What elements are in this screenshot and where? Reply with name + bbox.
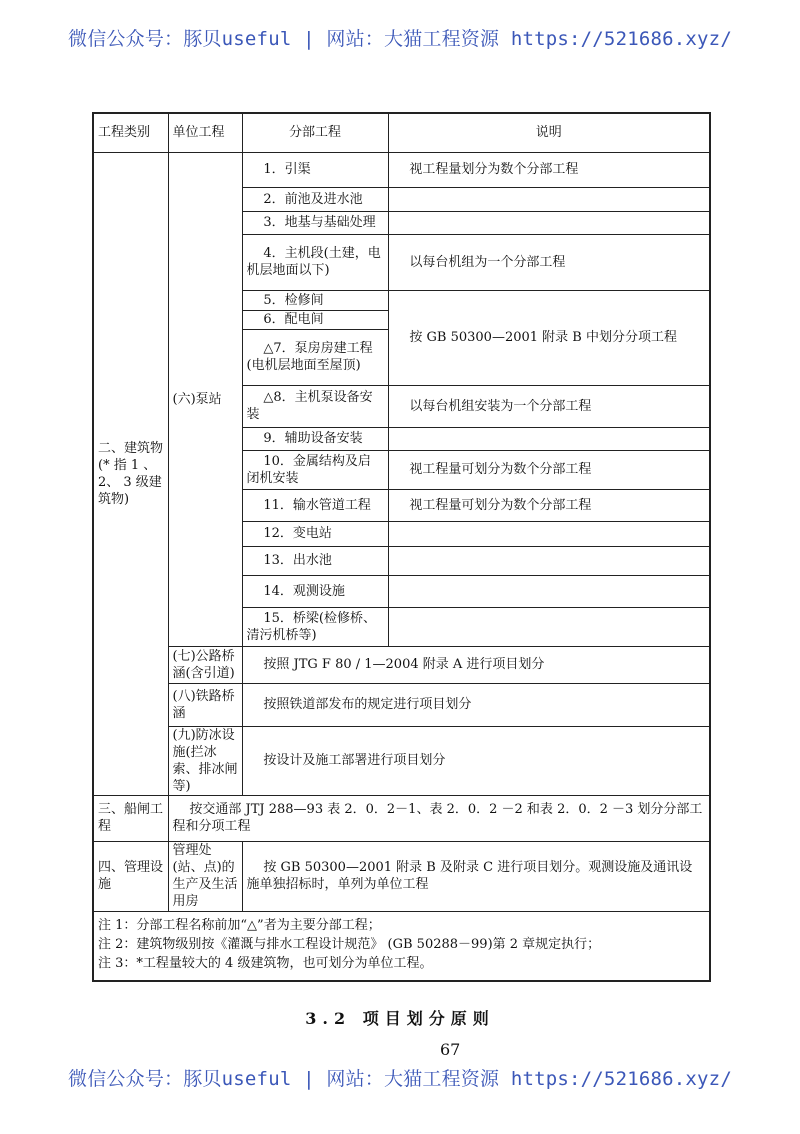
project-division-table	[92, 112, 711, 982]
part-cell: △7．泵房房建工程(电机层地面至屋顶)	[242, 329, 388, 385]
part-cell: 3．地基与基础处理	[242, 211, 388, 234]
desc-cell: 视工程量可划分为数个分部工程	[388, 489, 710, 521]
desc-cell	[388, 546, 710, 575]
part-cell: 11．输水管道工程	[242, 489, 388, 521]
desc-cell: 以每台机组为一个分部工程	[388, 234, 710, 290]
table-row	[93, 726, 710, 795]
unit-cell: 管理处(站、点)的生产及生活用房	[168, 841, 242, 911]
note-3: 注 3：*工程量较大的 4 级建筑物，也可划分为单位工程。	[98, 955, 433, 971]
watermark-top: 微信公众号：豚贝useful | 网站：大猫工程资源 https://521686.xyz/	[68, 28, 732, 50]
part-cell: 13．出水池	[242, 546, 388, 575]
category-cell: 二、建筑物(* 指 1 、2、 3 级建筑物)	[93, 152, 168, 795]
desc-cell: 按 GB 50300—2001 附录 B 中划分分项工程	[388, 290, 710, 385]
desc-cell	[388, 427, 710, 450]
part-cell: 15．桥梁(检修桥、清污机桥等)	[242, 607, 388, 646]
category-cell: 四、管理设施	[93, 841, 168, 911]
desc-cell	[388, 607, 710, 646]
part-cell: 1．引渠	[242, 152, 388, 187]
header-cell: 说明	[388, 113, 710, 152]
table-row	[93, 646, 710, 683]
desc-cell: 按设计及施工部署进行项目划分	[242, 726, 710, 795]
part-cell: 5．检修间	[242, 290, 388, 310]
notes-row	[93, 911, 710, 981]
unit-cell: (八)铁路桥涵	[168, 683, 242, 726]
table-header-row	[93, 113, 710, 152]
desc-cell: 视工程量可划分为数个分部工程	[388, 450, 710, 489]
desc-cell: 以每台机组安装为一个分部工程	[388, 385, 710, 427]
desc-cell: 按照铁道部发布的规定进行项目划分	[242, 683, 710, 726]
watermark-bottom: 微信公众号：豚贝useful | 网站：大猫工程资源 https://521686.xyz/	[68, 1068, 732, 1090]
header-cell: 分部工程	[242, 113, 388, 152]
section-title: 3.2 项目划分原则	[305, 1009, 495, 1028]
desc-cell	[388, 187, 710, 211]
part-cell: 10．金属结构及启闭机安装	[242, 450, 388, 489]
unit-cell: (七)公路桥涵(含引道)	[168, 646, 242, 683]
part-cell: 14．观测设施	[242, 575, 388, 607]
page-number: 67	[440, 1040, 461, 1059]
category-cell: 三、船闸工程	[93, 795, 168, 841]
desc-cell	[388, 575, 710, 607]
table-row	[93, 683, 710, 726]
desc-cell: 按交通部 JTJ 288—93 表 2．0．2－1、表 2．0．2 －2 和表 2．0．2 －3 划分分部工程和分项工程	[168, 795, 710, 841]
part-cell: 6．配电间	[242, 310, 388, 329]
desc-cell: 按照 JTG F 80 / 1—2004 附录 A 进行项目划分	[242, 646, 710, 683]
desc-cell	[388, 521, 710, 546]
part-cell: 9．辅助设备安装	[242, 427, 388, 450]
unit-cell: (九)防冰设施(拦冰索、排冰闸等)	[168, 726, 242, 795]
desc-cell	[388, 211, 710, 234]
header-cell: 工程类别	[93, 113, 168, 152]
part-cell: △8．主机泵设备安装	[242, 385, 388, 427]
part-cell: 4．主机段(土建，电机层地面以下)	[242, 234, 388, 290]
table-row	[93, 152, 710, 187]
note-2: 注 2：建筑物级别按《灌溉与排水工程设计规范》 (GB 50288－99)第 2 章规定执行；	[98, 936, 601, 952]
part-cell: 12．变电站	[242, 521, 388, 546]
desc-cell: 视工程量划分为数个分部工程	[388, 152, 710, 187]
part-cell: 2．前池及进水池	[242, 187, 388, 211]
notes-cell	[93, 911, 710, 981]
table-row	[93, 841, 710, 911]
unit-cell: (六)泵站	[168, 152, 242, 646]
note-1: 注 1：分部工程名称前加“△”者为主要分部工程；	[98, 917, 381, 933]
table-row	[93, 795, 710, 841]
header-cell: 单位工程	[168, 113, 242, 152]
desc-cell: 按 GB 50300—2001 附录 B 及附录 C 进行项目划分。观测设施及通讯设施单独招标时，单列为单位工程	[242, 841, 710, 911]
